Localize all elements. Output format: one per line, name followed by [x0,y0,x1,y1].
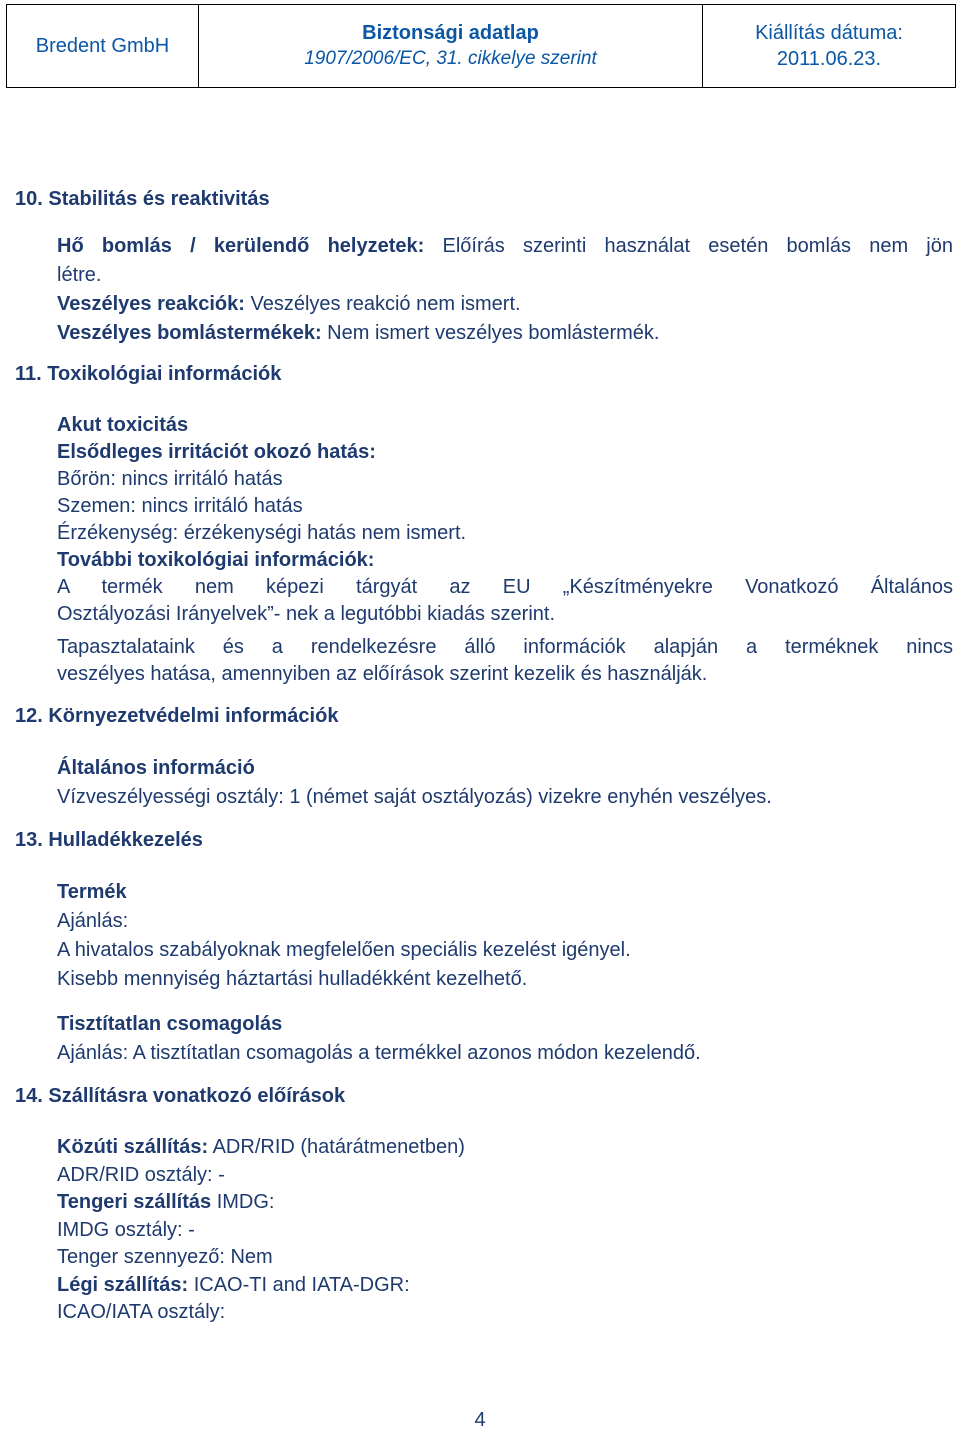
section-11-title: 11. Toxikológiai információk [15,363,282,385]
further-info-heading: További toxikológiai információk: [57,549,375,571]
road-transport-line [57,1134,953,1162]
recommendation-label: Ajánlás: [57,910,129,932]
document-title: Biztonsági adatlap [362,22,539,44]
marine-pollutant: Tenger szennyező: Nem [57,1246,273,1268]
road-transport-label: Közúti szállítás: [57,1136,209,1158]
eu-directive-line-1: A termék nem képezi tárgyát az EU „Készítményekre Vonatkozó Általános [57,576,953,598]
sea-transport-line [57,1189,953,1217]
primary-irritation-heading: Elsődleges irritációt okozó hatás: [57,441,376,463]
disposal-line-2: Kisebb mennyiség háztartási hulladékként kezelhető. [57,968,528,990]
document-header [6,4,956,88]
section-10-body [15,232,953,348]
disposal-line-1: A hivatalos szabályoknak megfelelően speciális kezelést igényel. [57,939,631,961]
eu-directive-line-2: Osztályozási Irányelvek”- nek a legutóbbi kiadás szerint. [57,603,556,625]
icao-class: ICAO/IATA osztály: [57,1301,226,1323]
hazardous-reactions-label: Veszélyes reakciók: [57,293,245,315]
skin-effect: Bőrön: nincs irritáló hatás [57,468,283,490]
general-info-heading: Általános információ [57,757,255,779]
section-10-title: 10. Stabilitás és reaktivitás [15,188,270,210]
section-13-body [15,878,953,1068]
hazardous-reactions-line [57,290,953,319]
decomposition-products-line [57,319,953,348]
air-transport-line [57,1272,953,1300]
sea-transport-label: Tengeri szállítás [57,1191,212,1213]
section-12-body [15,754,953,812]
experience-line-2: veszélyes hatása, amennyiben az előírások szerint kezelik és használják. [57,663,708,685]
page-number: 4 [474,1409,486,1431]
issue-date-value: 2011.06.23. [776,48,882,70]
eye-effect: Szemen: nincs irritáló hatás [57,495,303,517]
experience-line-1: Tapasztalataink és a rendelkezésre álló információk alapján a terméknek nincs [57,636,953,658]
water-hazard-class: Vízveszélyességi osztály: 1 (német saját osztályozás) vizekre enyhén veszélyes. [57,786,772,808]
issue-date-label: Kiállítás dátuma: [755,22,903,44]
adr-class: ADR/RID osztály: - [57,1163,225,1186]
section-11-body [15,412,953,688]
road-transport-text: ADR/RID (határátmenetben) [208,1136,465,1158]
packaging-recommendation: Ajánlás: A tisztítatlan csomagolás a termékkel azonos módon kezelendő. [57,1042,701,1064]
decomposition-label: Hő bomlás / kerülendő helyzetek: [57,235,425,257]
air-transport-text: ICAO-TI and IATA-DGR: [188,1273,410,1296]
decomposition-line-cont: létre. [57,264,102,286]
section-13-title: 13. Hulladékkezelés [15,829,203,851]
decomposition-line [57,232,953,261]
document-title-cell [199,4,703,88]
acute-toxicity-heading: Akut toxicitás [57,414,189,436]
section-14-title: 14. Szállításra vonatkozó előírások [15,1085,346,1107]
hazardous-reactions-text: Veszélyes reakció nem ismert. [244,293,521,315]
product-heading: Termék [57,881,127,903]
air-transport-label: Légi szállítás: [57,1273,189,1296]
packaging-heading: Tisztítatlan csomagolás [57,1013,283,1035]
section-14-body [15,1134,953,1327]
decomposition-products-text: Nem ismert veszélyes bomlástermék. [321,322,660,344]
sea-transport-text: IMDG: [211,1191,275,1213]
sensitization: Érzékenység: érzékenységi hatás nem ismert. [57,522,467,544]
decomposition-products-label: Veszélyes bomlástermékek: [57,322,322,344]
company-name-cell [6,4,199,88]
issue-date-cell [703,4,956,88]
imdg-class: IMDG osztály: - [57,1218,195,1241]
company-name: Bredent GmbH [35,35,170,57]
section-12-title: 12. Környezetvédelmi információk [15,705,339,727]
document-subtitle: 1907/2006/EC, 31. cikkelye szerint [304,48,597,69]
document-body [15,185,953,1327]
decomposition-text: Előírás szerinti használat esetén bomlás nem jön [424,235,954,257]
